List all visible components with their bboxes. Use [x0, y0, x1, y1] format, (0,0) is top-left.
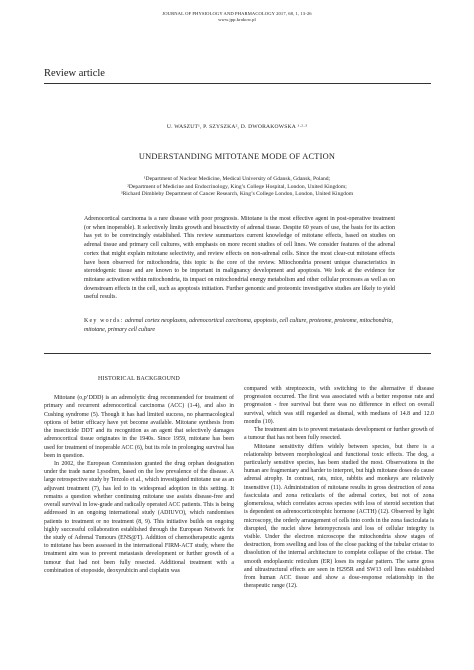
section-heading: HISTORICAL BACKGROUND: [98, 376, 180, 382]
keywords: [84, 317, 395, 334]
section-rule: [44, 83, 431, 84]
journal-website: www.jpp.krakow.pl: [218, 17, 256, 22]
left-column: [44, 375, 234, 575]
article-type-label: Review article: [44, 68, 105, 79]
affiliations: [0, 176, 474, 199]
keywords-label: Key words:: [84, 318, 124, 324]
body-paragraph: Mitotane (o,p’DDD) is an adrenolytic drug recommended for treatment of primary and recurrent adrenocortical carcinoma (ACC) (1-4), and also in Cushing syndrome (5). Though it has had limited success, no pharmacological options of better efficacy have yet become available. Mitotane synthesis from the insecticide DDT and its recognition as an agent that selectively damages adrenocortical tissue originates in the 1940s. Since 1959, mitotane has been used for treatment of inoperable ACC (6), but its role in prolonging survival has been in question.: [44, 395, 234, 459]
journal-citation: JOURNAL OF PHYSIOLOGY AND PHARMACOLOGY 2017, 68, 1, 13-26: [162, 11, 312, 16]
body-paragraph: Mitotane sensitivity differs widely between species, but there is a relationship between morphological and functional toxic effects. The dog, a particularly sensitive species, has been studied the most. Observations in the human are fragmentary and harder to interpret, but high mitotane doses do cause adrenal atrophy. In contrast, rats, mice, rabbits and monkeys are relatively insensitive (11). Administration of mitotane results in gross destruction of zona fasciculata and zona reticularis of the adrenal cortex, but not of zona glomerulosa, which correlates across species with loss of steroid secretion that is dependent on adrenocorticotrophic hormone (ACTH) (12). Observed by light microscopy, the orderly arrangement of cells into cords in the zona fasciculata is disrupted, the nuclei show heteropycnosis and loss of cellular integrity is visible. Under the electron microscope the mitochondria show stages of destruction, from swelling and loss of the close packing of the tubular cristae to dissolution of the internal architecture to complete collapse of the cristae. The smooth endoplasmic reticulum (ER) loses its regular pattern. The same gross and ultrastructural effects are seen in H295R and SW13 cell lines established from human ACC tissue and show a dose-response relationship in the therapeutic range (12).: [244, 443, 434, 590]
header-divider: [44, 353, 431, 354]
journal-header: [0, 11, 474, 23]
body-paragraph: In 2002, the European Commission granted the drug orphan designation under the trade name Lysodren, based on the low prevalence of the disease. A large retrospective study by Terzolo et al., which investigated mitotane use as an adjuvant treatment (7), has led to its widespread adoption in this setting. It remains a question whether continuing mitotane use assists disease-free and overall survival in low-grade and radically operated ACC patients. This is being addressed in an ongoing international study (ADIUVO), which randomises patients to treatment or no treatment (8, 9). This initiative builds on ongoing highly successful collaboration established through the European Network for the study of Adrenal Tumours (ENS@T). Addition of chemotherapeutic agents to mitotane has been assessed in the international FIRM-ACT study, where the treatment aim was to prevent metastasis development or further growth of a tumour that had not been fully resected. Additional treatment with a combination of etoposide, deoxyrubicin and cisplatin was: [44, 460, 234, 574]
body-paragraph: compared with streptozocin, with switching to the alternative if disease progression occurred. The first was associated with a better response rate and progression - free survival but there was no difference in effect on overall survival, which was still regarded as dismal, with medians of 14.8 and 12.0 months (10).: [244, 386, 434, 425]
affiliation-1: ¹Department of Nuclear Medicine, Medical University of Gdansk, Gdansk, Poland;: [143, 176, 331, 182]
right-column: [244, 385, 434, 590]
affiliation-2: ²Department of Medicine and Endocrinology, King’s College Hospital, London, United Kingdom;: [127, 183, 347, 190]
author-list: U. WASZUT¹, P. SZYSZKA², D. DWORAKOWSKA ¹·²·³: [166, 124, 308, 130]
abstract: Adrenocortical carcinoma is a rare disease with poor prognosis. Mitotane is the most effective agent in post-operative treatment (or when inoperable). It selectively limits growth and bioactivity of adrenal tissue. Despite 60 years of use, the basis for its action has yet to be convincingly established. This review summarizes current knowledge of mitotane effects, based on studies on adrenal tissue and primary cell cultures, with emphasis on more recent studies of cell lines. We consider features of the adrenal cortex that might explain mitotane selectivity, and review effects on non-adrenal cells. Since the most clear-cut mitotane effects have been observed for mitochondria, this topic is the core of the review. Mitochondria present unique characteristics in steroidogenic tissue and are known to be important in malignancy development and apoptosis. We look at the evidence for mitotane activation within mitochondria, its impact on mitochondrial energy metabolism and other cellular processes as well as on downstream effects in the cell, such as apoptosis initiation. Further genomic and proteomic investigative studies are likely to yield useful results.: [84, 216, 395, 301]
affiliation-3: ³Richard Dimbleby Department of Cancer Research, King’s College London, London, United Kingdom: [120, 191, 354, 198]
article-title: UNDERSTANDING MITOTANE MODE OF ACTION: [138, 152, 336, 161]
body-paragraph: The treatment aim is to prevent metastasis development or further growth of a tumour that has not been fully resected.: [244, 427, 434, 442]
keywords-text: adrenal cortex neoplasms, adrenocortical carcinoma, apoptosis, cell culture, proteome, proteome, mitochondria, mitotane, primary cell culture: [84, 318, 393, 333]
